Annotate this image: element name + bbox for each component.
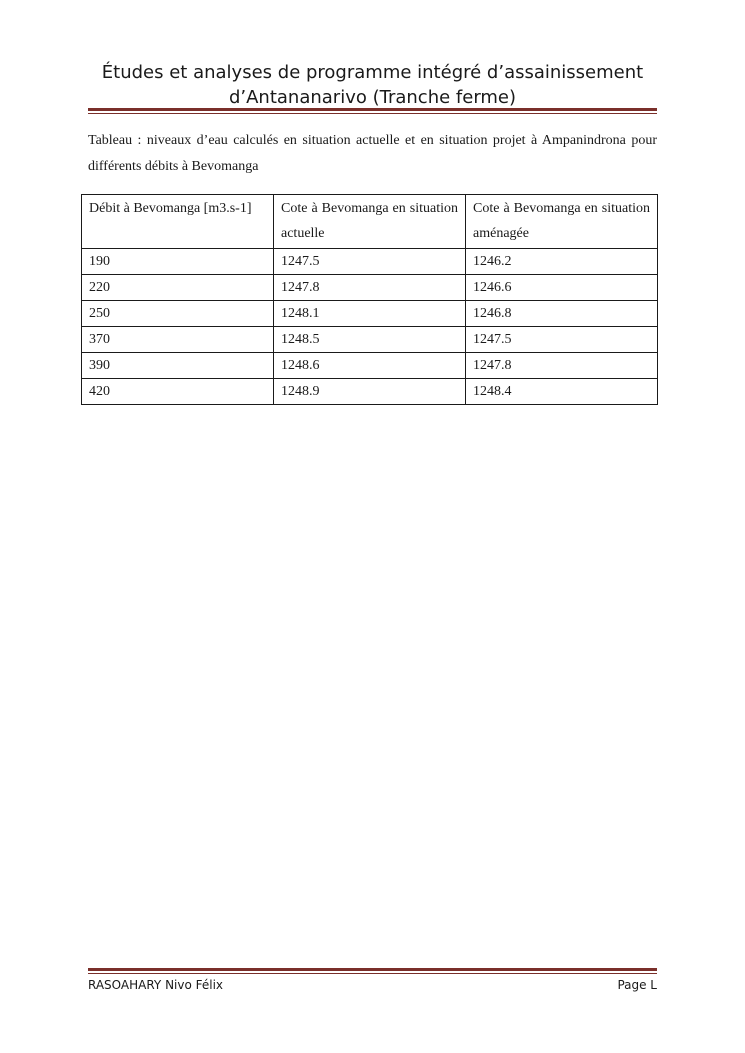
cell-debit: 250	[82, 301, 274, 327]
table-row	[82, 249, 658, 275]
footer-author: RASOAHARY Nivo Félix	[88, 978, 224, 992]
cell-cote-actuelle: 1248.1	[274, 301, 466, 327]
footer-divider	[88, 968, 657, 974]
header-cell-cote-amenagee: Cote à Bevomanga en situation aménagée	[466, 195, 658, 249]
cell-cote-actuelle: 1248.5	[274, 327, 466, 353]
cell-debit: 420	[82, 379, 274, 405]
table-row	[82, 327, 658, 353]
cell-cote-actuelle: 1248.6	[274, 353, 466, 379]
header-title-line2: d’Antananarivo (Tranche ferme)	[228, 87, 517, 108]
page-header	[88, 60, 657, 110]
header-cell-debit: Débit à Bevomanga [m3.s-1]	[82, 195, 274, 249]
table-caption: Tableau : niveaux d’eau calculés en situation actuelle et en situation projet à Ampanindrona pour différents débits à Bevomanga	[88, 133, 657, 174]
cell-cote-actuelle: 1247.8	[274, 275, 466, 301]
cell-debit: 390	[82, 353, 274, 379]
cell-cote-amenagee: 1246.2	[466, 249, 658, 275]
cell-debit: 190	[82, 249, 274, 275]
cell-cote-amenagee: 1248.4	[466, 379, 658, 405]
cell-cote-amenagee: 1247.8	[466, 353, 658, 379]
table-row	[82, 379, 658, 405]
cell-cote-actuelle: 1248.9	[274, 379, 466, 405]
footer-page-number: Page L	[617, 978, 657, 992]
table-row	[82, 301, 658, 327]
table-row	[82, 353, 658, 379]
table-header-row	[82, 195, 658, 249]
cell-debit: 220	[82, 275, 274, 301]
cell-cote-amenagee: 1247.5	[466, 327, 658, 353]
header-divider	[88, 108, 657, 114]
table-row	[82, 275, 658, 301]
cell-cote-amenagee: 1246.6	[466, 275, 658, 301]
cell-debit: 370	[82, 327, 274, 353]
header-title-line1: Études et analyses de programme intégré d’assainissement	[101, 62, 644, 83]
cell-cote-actuelle: 1247.5	[274, 249, 466, 275]
water-level-table	[81, 194, 658, 405]
header-cell-cote-actuelle: Cote à Bevomanga en situation actuelle	[274, 195, 466, 249]
cell-cote-amenagee: 1246.8	[466, 301, 658, 327]
